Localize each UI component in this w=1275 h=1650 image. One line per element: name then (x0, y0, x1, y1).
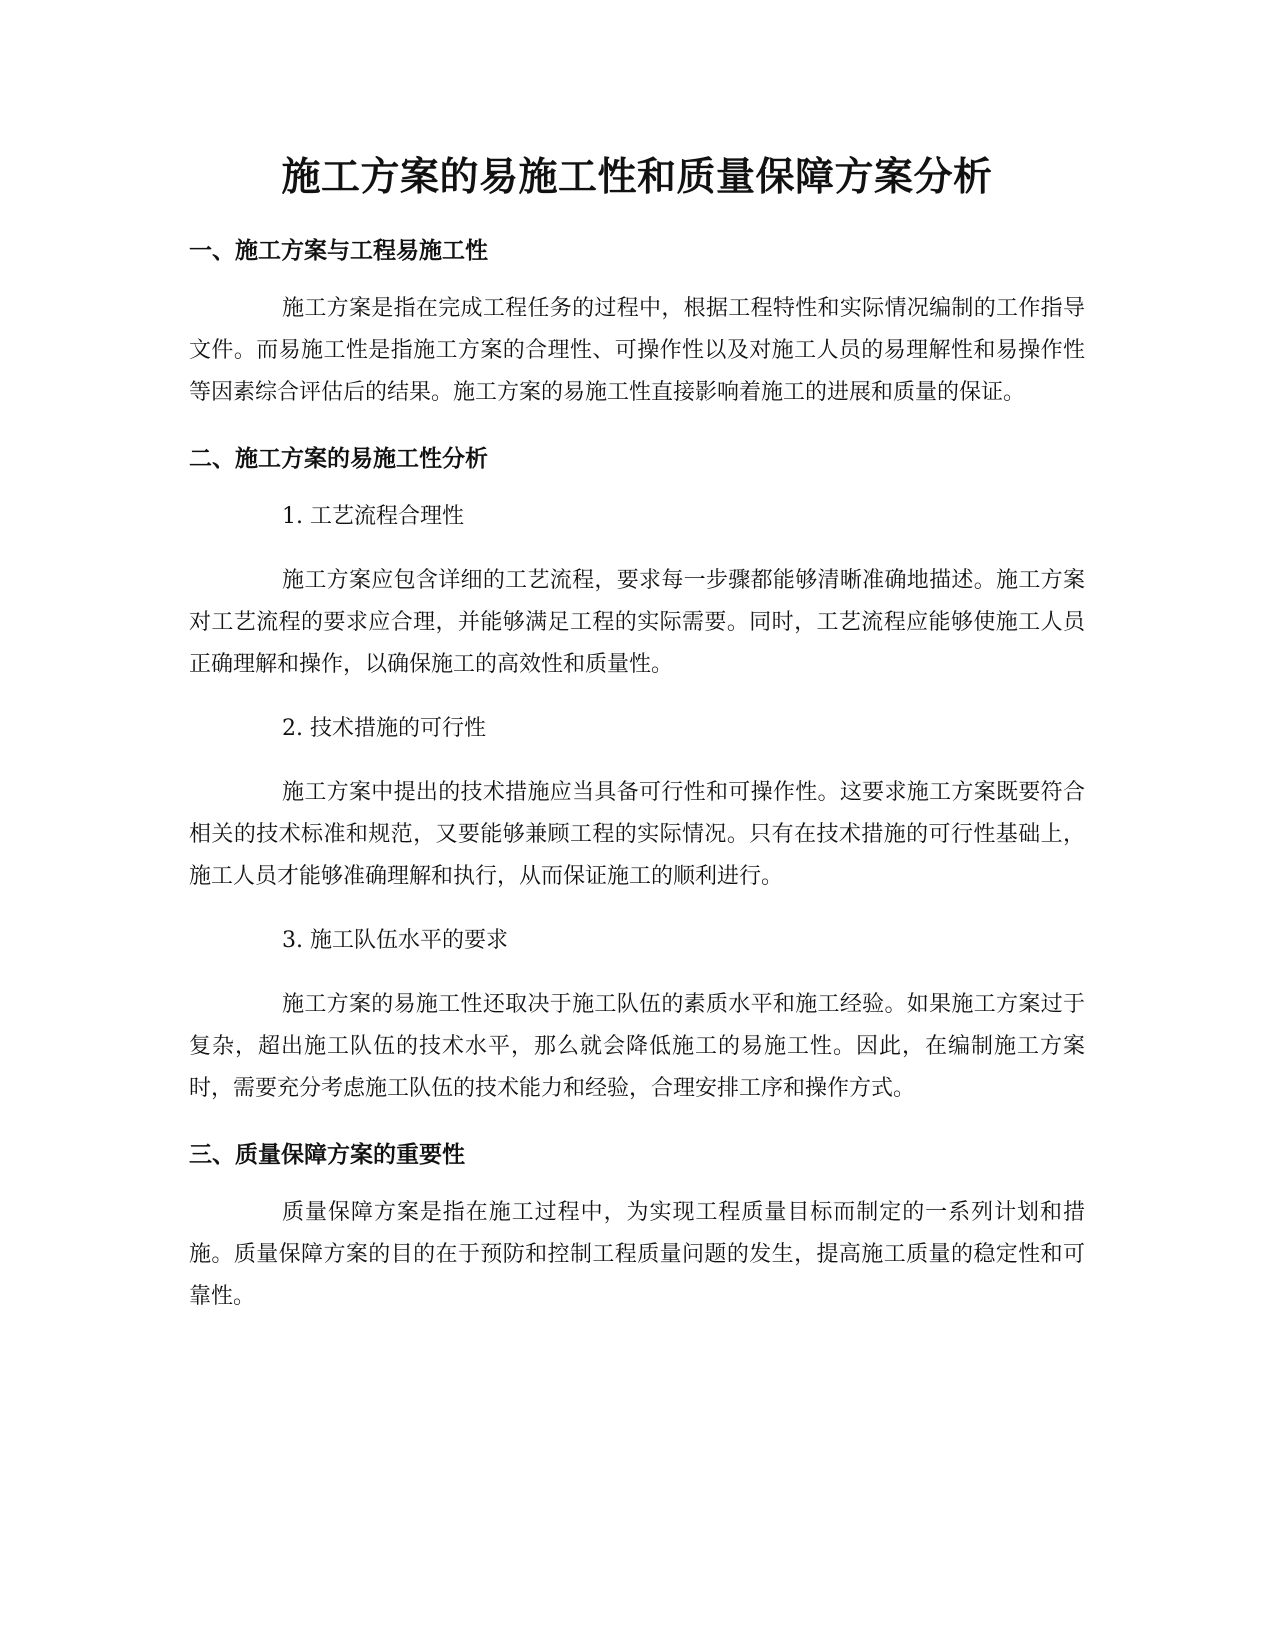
section-heading-1: 一、施工方案与工程易施工性 (189, 238, 488, 264)
section-2-2-paragraph: 施工方案中提出的技术措施应当具备可行性和可操作性。这要求施工方案既要符合相关的技术标准和规范，又要能够兼顾工程的实际情况。只有在技术措施的可行性基础上，施工人员才能够准确理解和执行，从而保证施工的顺利进行。 (189, 780, 1085, 889)
subheading-2-3: 3. 施工队伍水平的要求 (282, 928, 508, 953)
document-title: 施工方案的易施工性和质量保障方案分析 (281, 155, 993, 200)
section-2-3-paragraph: 施工方案的易施工性还取决于施工队伍的素质水平和施工经验。如果施工方案过于复杂，超出施工队伍的技术水平，那么就会降低施工的易施工性。因此，在编制施工方案时，需要充分考虑施工队伍的技术能力和经验，合理安排工序和操作方式。 (189, 992, 1085, 1101)
subheading-2-2: 2. 技术措施的可行性 (282, 716, 486, 741)
section-1-paragraph: 施工方案是指在完成工程任务的过程中，根据工程特性和实际情况编制的工作指导文件。而易施工性是指施工方案的合理性、可操作性以及对施工人员的易理解性和易操作性等因素综合评估后的结果。施工方案的易施工性直接影响着施工的进展和质量的保证。 (189, 296, 1085, 405)
section-2-1-paragraph: 施工方案应包含详细的工艺流程，要求每一步骤都能够清晰准确地描述。施工方案对工艺流程的要求应合理，并能够满足工程的实际需要。同时，工艺流程应能够使施工人员正确理解和操作，以确保施工的高效性和质量性。 (189, 568, 1085, 677)
section-heading-2: 二、施工方案的易施工性分析 (189, 446, 488, 472)
document-page (189, 150, 1085, 1318)
subheading-2-1: 1. 工艺流程合理性 (282, 504, 464, 529)
section-heading-3: 三、质量保障方案的重要性 (189, 1142, 465, 1168)
section-3-paragraph: 质量保障方案是指在施工过程中，为实现工程质量目标而制定的一系列计划和措施。质量保障方案的目的在于预防和控制工程质量问题的发生，提高施工质量的稳定性和可靠性。 (189, 1200, 1085, 1309)
